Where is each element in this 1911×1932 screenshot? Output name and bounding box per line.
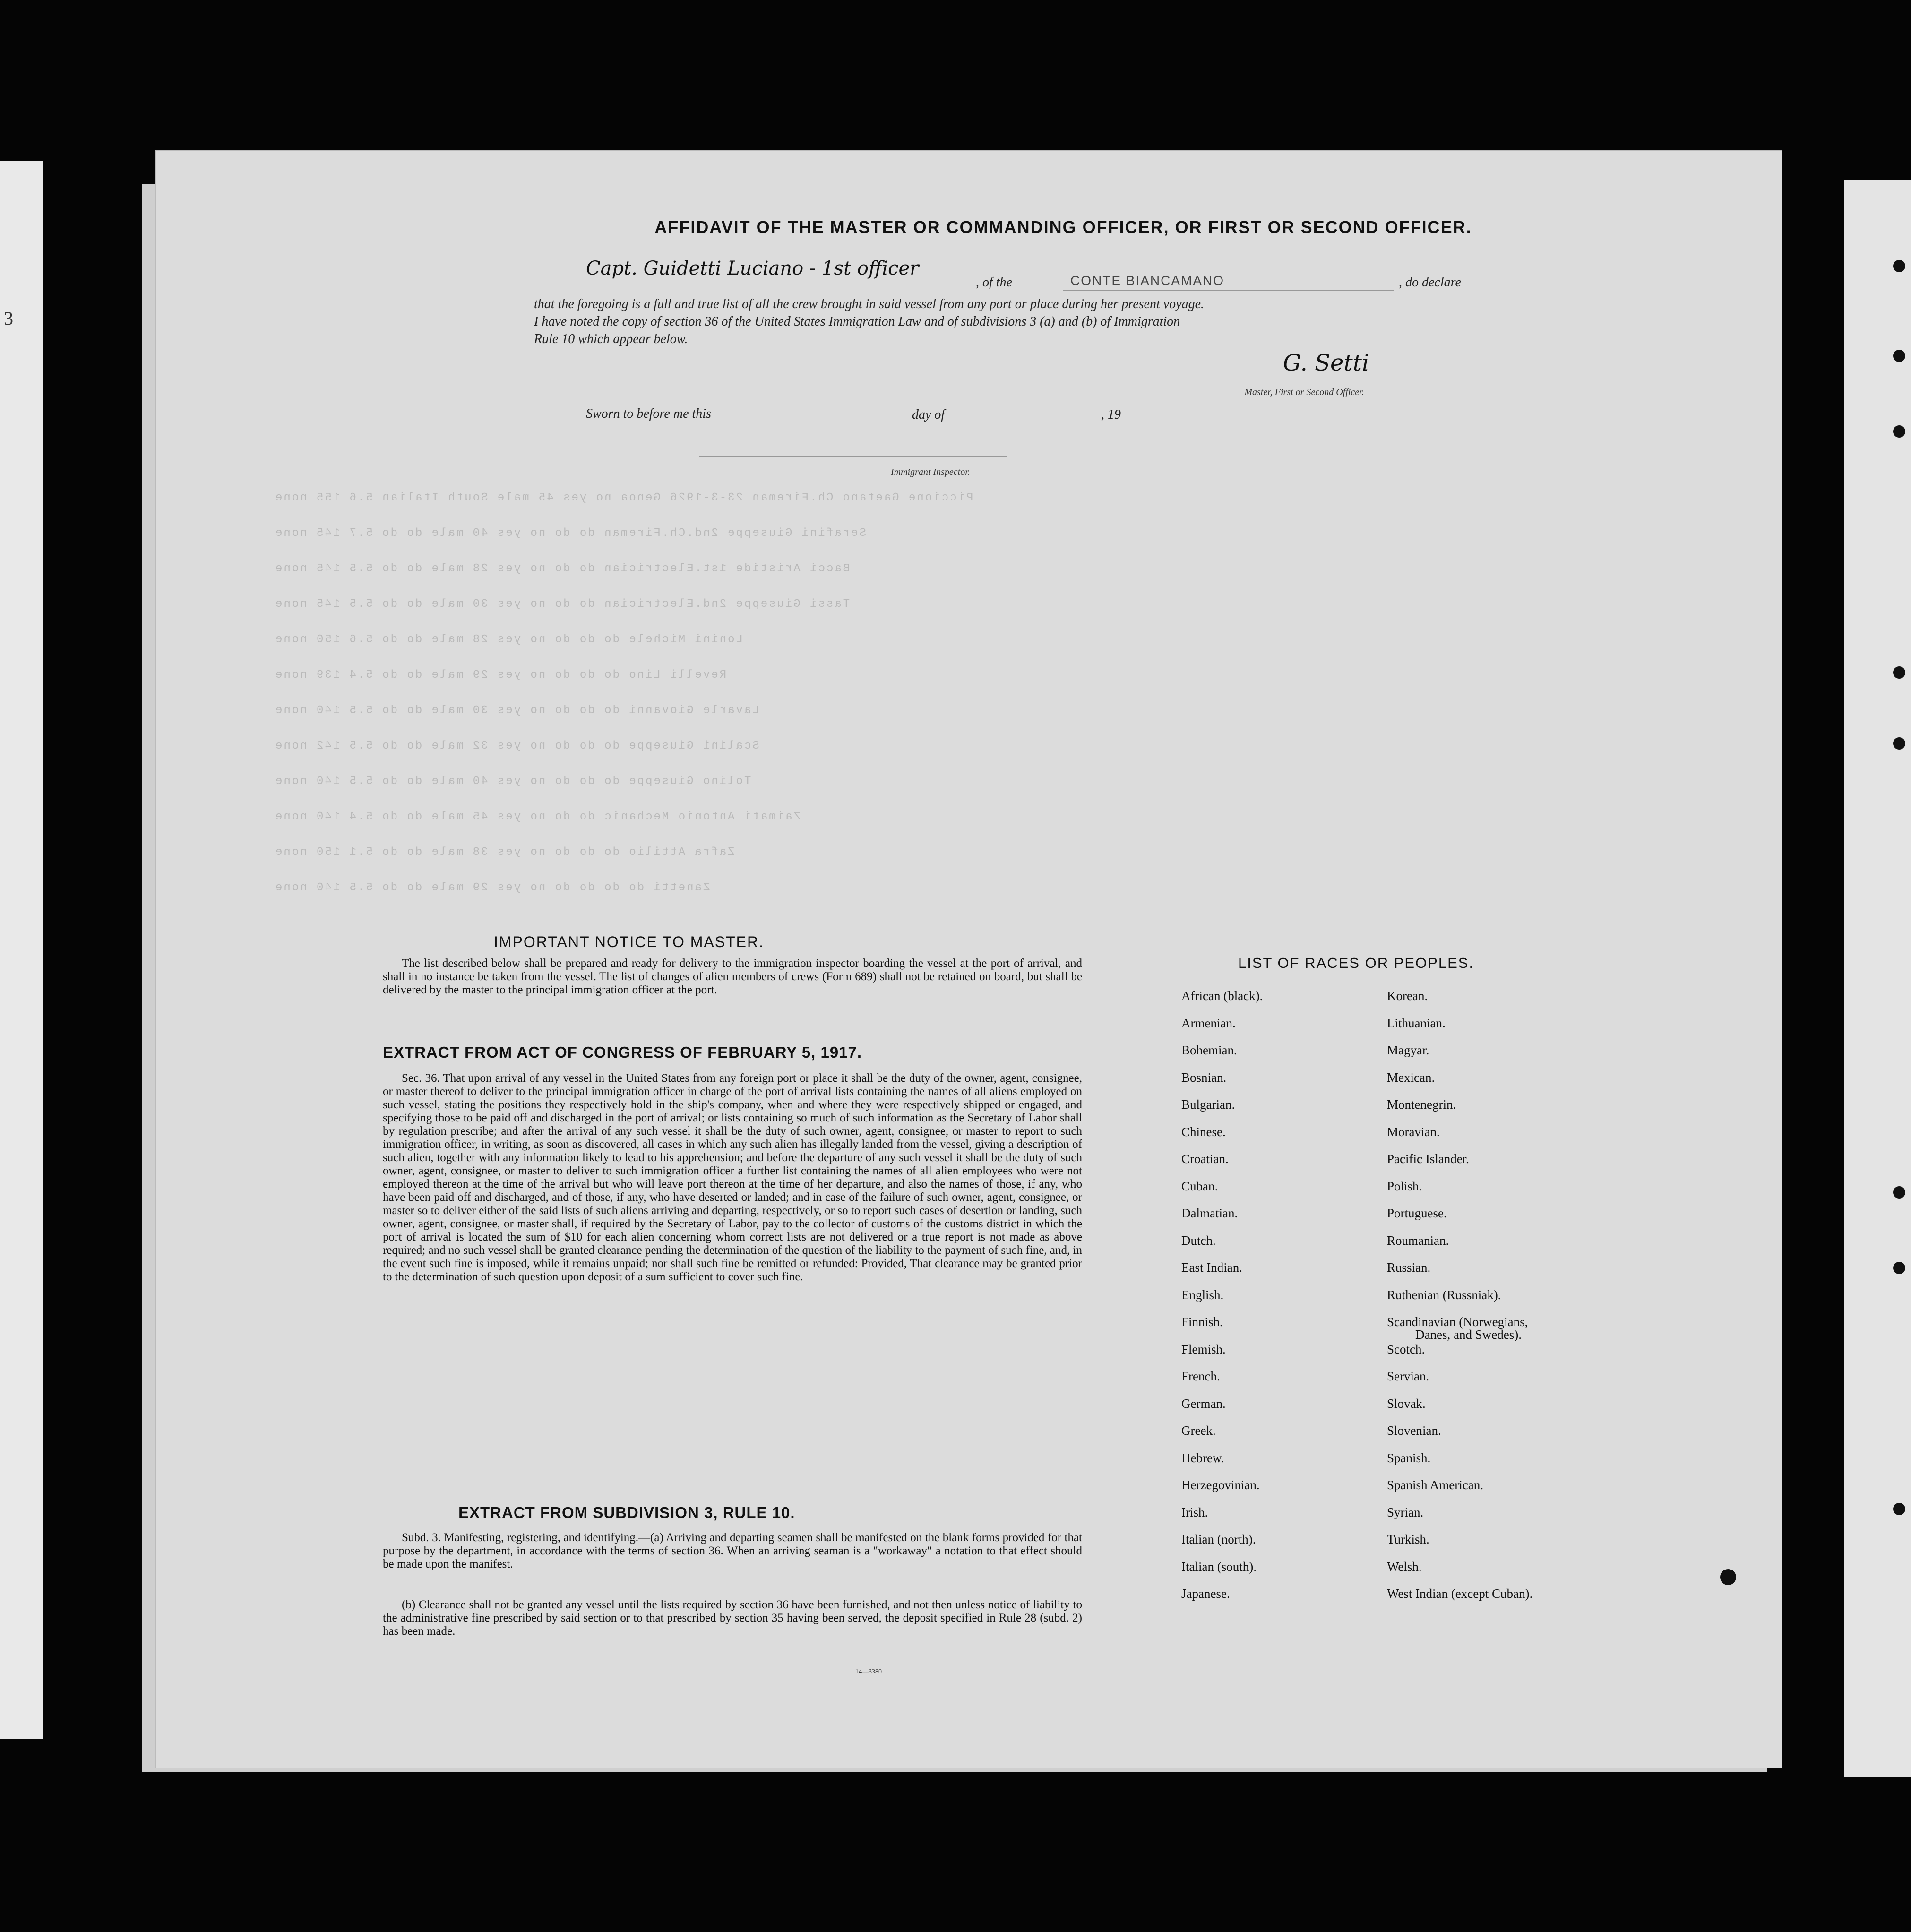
race-entry: Turkish. [1387,1532,1429,1546]
race-entry: English. [1181,1287,1224,1302]
officer-signature: G. Setti [1283,350,1369,376]
race-entry: Flemish. [1181,1342,1226,1356]
race-entry: Spanish. [1387,1450,1431,1465]
race-entry: Portuguese. [1387,1206,1447,1220]
vessel-name-line [1063,290,1394,291]
race-entry: Magyar. [1387,1043,1429,1057]
race-entry: Montenegrin. [1387,1097,1456,1112]
punch-hole [1720,1569,1736,1585]
race-entry: Ruthenian (Russniak). [1387,1287,1501,1302]
race-entry: Slovenian. [1387,1423,1441,1438]
race-entry: Scandinavian (Norwegians, [1387,1315,1528,1329]
race-entry: East Indian. [1181,1260,1242,1275]
year-label: , 19 [1101,407,1121,422]
binder-hole [1893,1262,1905,1274]
inspector-blank [699,456,1007,457]
race-entry: Croatian. [1181,1152,1229,1166]
race-entry: Russian. [1387,1260,1431,1275]
race-entry: Slovak. [1387,1396,1426,1411]
declaration-line-2: I have noted the copy of section 36 of the United States Immigration Law and of subdivisions 3 (a) and (b) of Immigration [534,314,1180,329]
race-entry: Dutch. [1181,1233,1216,1248]
race-entry: Chinese. [1181,1124,1226,1139]
race-entry: Italian (north). [1181,1532,1256,1546]
race-entry: Lithuanian. [1387,1016,1446,1030]
race-entry: Welsh. [1387,1559,1422,1574]
race-entry-continuation: Danes, and Swedes). [1415,1328,1522,1342]
notice-text: The list described below shall be prepared and ready for delivery to the immigration inspector boarding the vessel at the port of arrival, and shall in no instance be taken from the vessel. The list of changes of alien members of crews (Form 689) shall not be retained on board, but shall be delivered by the master to the principal immigration officer at the port. [383,957,1082,996]
manifest-page: Piccione Gaetano Ch.Fireman 23-3-1926 Genoa no yes 45 male South Italian 5.6 155 none Serafini Giuseppe 2nd.Ch.Fireman do do no yes 40 male do do 5.7 145 none Bacci Aristide 1st.Electrician do do no yes 28 male do do 5.5 145 none Tassi Giuseppe 2nd.Electrician do do no yes 30 male do do 5.5 145 none Lonini Michele do do do no yes 28 male do do 5.6 150 none Revelli Lino do do do no yes 29 male do do 5.4 139 none Lavarle Giovanni do do do no yes 30 male do do 5.5 140 none Scalini Giuseppe do do do no yes 32 male do do 5.5 142 none Tolino Giuseppe do do do no yes 40 male do do 5.5 140 none Zaimati Antonio Mechanic do do no yes 45 male do do 5.4 140 none Zafra Attilio do do do no yes 38 male do do 5.1 150 none Zanetti do do do do no yes 29 male do do 5.5 140 none AFFIDAVIT OF THE MASTER OR COMMANDING OFFICER, OR FIRST OR SECOND OFFICER. Capt. Guidetti Luciano - 1st officer , of the CONTE BIANCAMANO , do declare that the foregoing is a full and true list of all the crew brought in said vessel from any port or place during her present voyage. I have noted the copy of section 36 of the United States Immigration Law and of subdivisions 3 (a) and (b) of Immigration Rule 10 which appear below. G. Setti Master, First or Second Officer. Sworn to before me this day of , 19 Immigrant Inspector. IMPORTANT NOTICE TO MASTER. The list described below shall be prepared and ready for delivery to the immigration inspector boarding the vessel at the port of arrival, and shall in no instance be taken from the vessel. The list of changes of alien members of crews (Form 689) shall not be retained on board, but shall be delivered by the master to the principal immigration officer at the port. EXTRACT FROM ACT OF CONGRESS OF FEBRUARY 5, 1917. Sec. 36. That upon arrival of any vessel in the United States from any foreign port or place it shall be the duty of the owner, agent, consignee, or master thereof to deliver to the principal immigration officer in charge of the port of arrival lists containing the names of all aliens employed on such vessel, stating the positions they respectively hold in the ship's company, when and where they were respectively shipped or engaged, and specifying those to be paid off and discharged in the port of arrival; or lists containing so much of such information as the Secretary of Labor shall by regulation prescribe; and after the arrival of any such vessel it shall be the duty of such owner, agent, consignee, or master to report to such immigration officer, in writing, as soon as discovered, all cases in which any such alien has illegally landed from the vessel, giving a description of such alien, together with any information likely to lead to his apprehension; and before the departure of any such vessel it shall be the duty of such owner, agent, consignee, or master to deliver to such immigration officer a further list containing the names of all alien employees who were not employed thereon at the time of the arrival but who will leave port thereon at the time of her departure, and also the names of those, if any, who have been paid off and discharged, and of those, if any, who have deserted or landed; and in case of the failure of such owner, agent, consignee, or master so to deliver either of the said lists of such aliens arriving and departing, respectively, or so to report such cases of desertion or landing, such owner, agent, consignee, or master shall, if required by the Secretary of Labor, pay to the collector of customs of the customs district in which the port of arrival is located the sum of $10 for each alien concerning whom correct lists are not delivered or a true report is not made as above required; and no such vessel shall be granted clearance pending the determination of the question of the liability to the payment of such fine, and, in the event such fine is imposed, while it remains unpaid; nor shall such fine be remitted or refunded: Provided, That clearance may be granted prior to the determination of such question upon deposit of a sum sufficient to cover such fine. EXTRACT FROM SUBDIVISION 3, RULE 10. Subd. 3. Manifesting, registering, and identifying.—(a) Arriving and departing seamen shall be manifested on the blank forms provided for that purpose by the department, in accordance with the terms of section 36. When an arriving seaman is a "workaway" a notation to that effect should be made upon the manifest. (b) Clearance shall not be granted any vessel until the lists required by section 36 have been furnished, and not then unless notice of liability to the administrative fine prescribed by said section or to that prescribed by section 35 having been served, the deposit specified in Rule 28 (subd. 2) has been made. 14—3380 LIST OF RACES OR PEOPLES. African (black). Armenian. Bohemian. Bosnian. Bulgarian. Chinese. Croatian. Cuban. Dalmatian. Dutch. East Indian. English. Finnish. Flemish. French. German. Greek. Hebrew. Herzegovinian. Irish. Italian (north). Italian (south). Japanese. Korean. Lithuanian. Magyar. Mexican. Montenegrin. Moravian. Pacific Islander. Polish. Portuguese. Roumanian. Russian. Ruthenian (Russniak). Scandinavian (Norwegians, Scotch. Servian. Slovak. Slovenian. Spanish. Spanish American. Syrian. Turkish. Welsh. West Indian (except Cuban). Danes, and Swedes). [156,151,1782,1768]
rule-extract-heading: EXTRACT FROM SUBDIVISION 3, RULE 10. [458,1504,795,1521]
binder-hole [1893,1186,1905,1199]
race-entry: Herzegovinian. [1181,1478,1260,1492]
do-declare-label: , do declare [1399,275,1461,290]
margin-number: 3 [4,308,13,329]
race-entry: French. [1181,1369,1220,1383]
sworn-label: Sworn to before me this [586,406,711,421]
act-extract-heading: EXTRACT FROM ACT OF CONGRESS OF FEBRUARY 5, 1917. [383,1044,862,1061]
race-entry: Mexican. [1387,1070,1435,1085]
race-entry: Moravian. [1387,1124,1440,1139]
race-entry: Finnish. [1181,1315,1223,1329]
race-entry: Bohemian. [1181,1043,1237,1057]
binder-hole [1893,350,1905,362]
race-entry: Greek. [1181,1423,1216,1438]
race-entry: Polish. [1387,1179,1422,1193]
race-entry: German. [1181,1396,1226,1411]
form-number: 14—3380 [855,1668,882,1675]
race-entry: Italian (south). [1181,1559,1257,1574]
race-entry: Bulgarian. [1181,1097,1235,1112]
signature-caption: Master, First or Second Officer. [1224,386,1385,398]
inspector-caption: Immigrant Inspector. [891,467,970,477]
binder-hole [1893,260,1905,272]
declaration-line-3: Rule 10 which appear below. [534,332,688,346]
race-entry: Dalmatian. [1181,1206,1238,1220]
binder-hole [1893,1503,1905,1515]
race-entry: Korean. [1387,989,1428,1003]
race-entry: West Indian (except Cuban). [1387,1587,1533,1601]
binder-hole [1893,425,1905,438]
race-entry: Pacific Islander. [1387,1152,1469,1166]
adjacent-page-left [0,161,43,1739]
of-the-label: , of the [976,275,1012,290]
race-entry: African (black). [1181,989,1263,1003]
declaration-line-1: that the foregoing is a full and true list of all the crew brought in said vessel from any port or place during her present voyage. [534,297,1205,311]
rule-extract-para-b: (b) Clearance shall not be granted any vessel until the lists required by section 36 have been furnished, and not then unless notice of liability to the administrative fine prescribed by said section or to that prescribed by section 35 having been served, the deposit specified in Rule 28 (subd. 2) has been made. [383,1598,1082,1638]
race-entry: Spanish American. [1387,1478,1483,1492]
race-entry: Japanese. [1181,1587,1230,1601]
day-of-label: day of [912,407,945,422]
rule-extract-para-a: Subd. 3. Manifesting, registering, and identifying.—(a) Arriving and departing seamen shall be manifested on the blank forms provided for that purpose by the department, in accordance with the terms of section 36. When an arriving seaman is a "workaway" a notation to that effect should be made upon the manifest. [383,1531,1082,1570]
race-entry: Roumanian. [1387,1233,1449,1248]
race-entry: Scotch. [1387,1342,1425,1356]
race-entry: Cuban. [1181,1179,1218,1193]
race-entry: Hebrew. [1181,1450,1224,1465]
race-entry: Servian. [1387,1369,1429,1383]
race-entry: Irish. [1181,1505,1208,1519]
binder-hole [1893,666,1905,679]
vessel-name: CONTE BIANCAMANO [1070,273,1225,288]
binder-hole [1893,737,1905,750]
adjacent-page-right [1844,180,1911,1777]
race-entry: Bosnian. [1181,1070,1227,1085]
race-entry: Armenian. [1181,1016,1236,1030]
affidavit-title: AFFIDAVIT OF THE MASTER OR COMMANDING OFFICER, OR FIRST OR SECOND OFFICER. [654,217,1472,237]
race-entry: Syrian. [1387,1505,1424,1519]
races-heading: LIST OF RACES OR PEOPLES. [1238,955,1474,971]
notice-heading: IMPORTANT NOTICE TO MASTER. [494,933,764,950]
act-extract-text: Sec. 36. That upon arrival of any vessel in the United States from any foreign port or place it shall be the duty of the owner, agent, consignee, or master thereof to deliver to the principal immigration officer in charge of the port of arrival lists containing the names of all aliens employed on such vessel, stating the positions they respectively hold in the ship's company, when and where they were respectively shipped or engaged, and specifying those to be paid off and discharged in the port of arrival; or lists containing so much of such information as the Secretary of Labor shall by regulation prescribe; and after the arrival of any such vessel it shall be the duty of such owner, agent, consignee, or master to report to such immigration officer, in writing, as soon as discovered, all cases in which any such alien has illegally landed from the vessel, giving a description of such alien, together with any information likely to lead to his apprehension; and before the departure of any such vessel it shall be the duty of such owner, agent, consignee, or master to deliver to such immigration officer a further list containing the names of all alien employees who were not employed thereon at the time of the arrival but who will leave port thereon at the time of her departure, and also the names of those, if any, who have been paid off and discharged, and of those, if any, who have deserted or landed; and in case of the failure of such owner, agent, consignee, or master so to deliver either of the said lists of such aliens arriving and departing, respectively, or so to report such cases of desertion or landing, such owner, agent, consignee, or master shall, if required by the Secretary of Labor, pay to the collector of customs of the customs district in which the port of arrival is located the sum of $10 for each alien concerning whom correct lists are not delivered or a true report is not made as above required; and no such vessel shall be granted clearance pending the determination of the question of the liability to the payment of such fine, and, in the event such fine is imposed, while it remains unpaid; nor shall such fine be remitted or refunded: Provided, That clearance may be granted prior to the determination of such question upon deposit of a sum sufficient to cover such fine. [383,1072,1082,1283]
signer-name-handwritten: Capt. Guidetti Luciano - 1st officer [586,258,919,279]
